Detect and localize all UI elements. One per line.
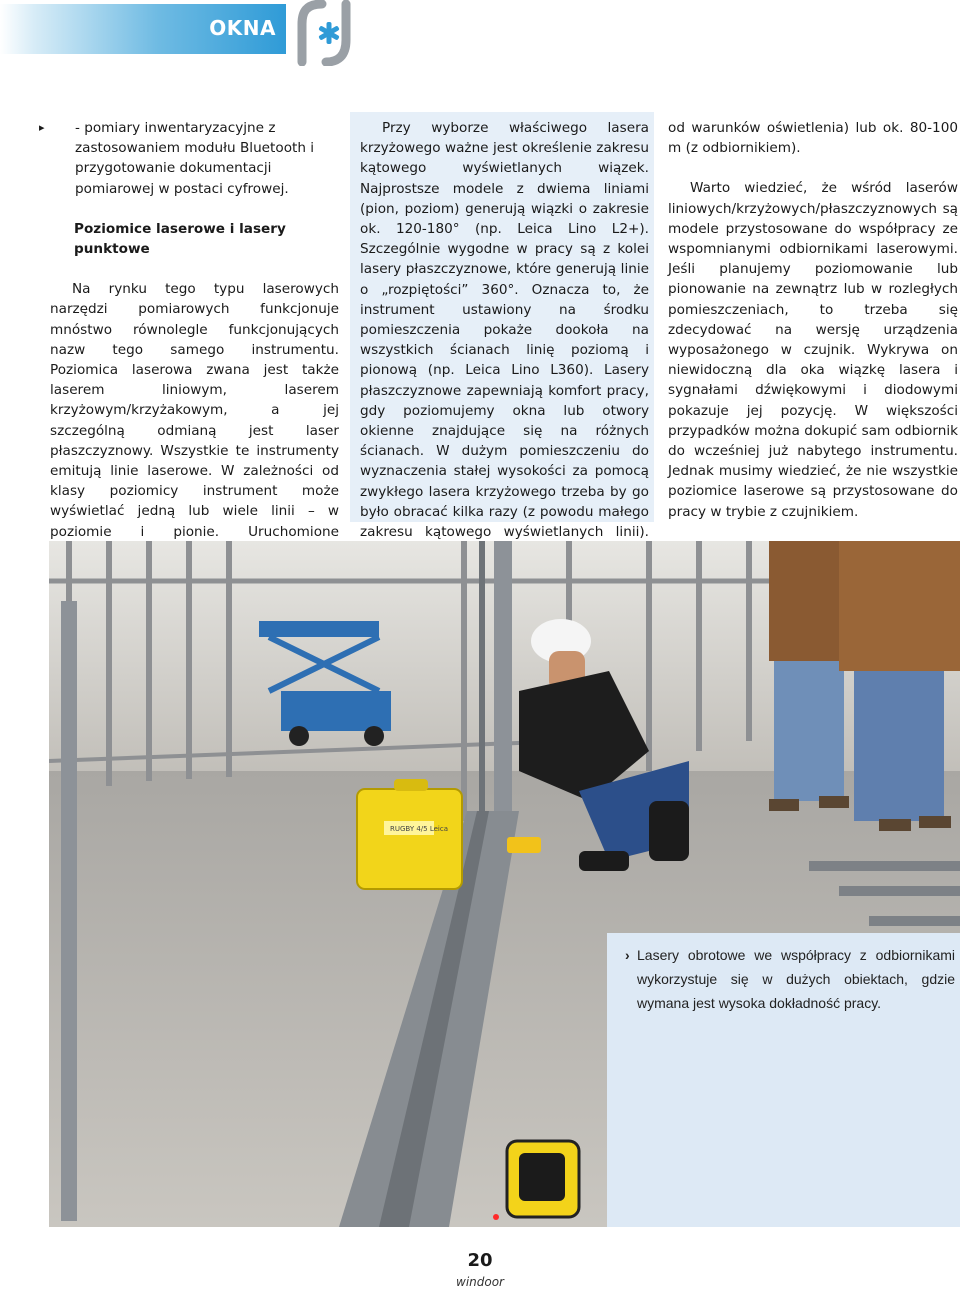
page-number: 20 bbox=[467, 1250, 493, 1271]
photo-caption-box bbox=[607, 933, 960, 1227]
paragraph: Warto wiedzieć, że wśród laserów liniowych/krzyżowych/płaszczyznowych są modele przystosowane do współpracy ze wspomnianymi odbiornikami laserowymi. Jeśli planujemy poziomowanie lub pionowanie na zewnątrz lub w rozległych pomieszczeniach, to trzeba się zdecydować na wersję urządzenia wyposażonego w czujnik. Wykrywa on niewidoczną dla oka wiązkę lasera i sygnałami dźwiękowymi i diodowymi pokazuje jej pozycję. W większości przypadków można dokupić sam odbiornik do wcześniej już nabytego instrumentu. Jednak musimy wiedzieć, że nie wszystkie poziomice laserowe są przystosowane do pracy w trybie z czujnikiem. bbox=[668, 180, 958, 520]
bullet-text: - pomiary inwentaryzacyjne z zastosowaniem modułu Bluetooth i przygotowanie dokumentacji pomiarowej w postaci cyfrowej. bbox=[75, 120, 315, 197]
bullet-item bbox=[39, 118, 339, 199]
caption-arrow-icon: › bbox=[625, 947, 630, 963]
paragraph: od warunków oświetlenia) lub ok. 80-100 m (z odbiornikiem). bbox=[668, 120, 958, 157]
section-header-band bbox=[0, 4, 286, 54]
case-label: RUGBY 4/5 Leica bbox=[390, 825, 448, 833]
photo-caption: Lasery obrotowe we współpracy z odbiornikami wykorzystuje się w dużych obiektach, gdzie wymana jest wysoka dokładność pracy. bbox=[637, 947, 955, 1011]
paragraph: Przy wyborze właściwego lasera krzyżowego ważne jest określenie zakresu kątowego wyświetlanych wiązek. Najprostsze modele z dwiema liniami (pion, poziom) generują wiązki o zakresie ok. 120-180° (np. Leica Lino L2+). Szczególnie wygodne w pracy są z kolei lasery płaszczyznowe, które generują linie o „rozpiętości” 360°. Oznacza to, że instrument ustawiony na środku pomieszczenia pokaże dookoła na wszystkich ścianach linię poziomą i pionową (np. Leica Lino L360). Lasery płaszczyznowe zapewniają komfort pracy, gdy poziomujemy okna lub otwory okienne znajdujące się na różnych ścianach. W dużym pomieszczeniu do wyznaczenia stałej wysokości za pomocą zwykłego lasera krzyżowego trzeba by go było obracać kilka razy (z powodu małego zakresu kątowego wyświetlanych linii). bbox=[360, 120, 649, 541]
magazine-logo-icon bbox=[292, 0, 366, 66]
text-column-1 bbox=[39, 118, 339, 602]
magazine-brand: windoor bbox=[456, 1275, 504, 1289]
text-column-3 bbox=[668, 118, 958, 522]
paragraph: Na rynku tego typu laserowych narzędzi pomiarowych funkcjonuje mnóstwo równolegle funkcjonujących nazw tego samego instrumentu. Poziomica laserowa zwana jest także laserem liniowym, laserem krzyżowym/krzyżakowym, a jej szczególną odmianą jest laser płaszczyznowy. Wszystkie te instrumenty emitują linie laserowe. W zależności od klasy poziomicy instrument może wyświetlać jedną lub wiele linii – w poziomie i pionie. Uruchomione bbox=[50, 281, 339, 540]
yellow-case bbox=[357, 779, 462, 889]
construction-site-photo bbox=[49, 541, 960, 1227]
subheading: Poziomice laserowe i lasery punktowe bbox=[74, 220, 286, 258]
text-column-2 bbox=[360, 118, 649, 583]
triangle-right-icon: ▸ bbox=[39, 121, 45, 134]
section-title: OKNA bbox=[209, 16, 276, 40]
